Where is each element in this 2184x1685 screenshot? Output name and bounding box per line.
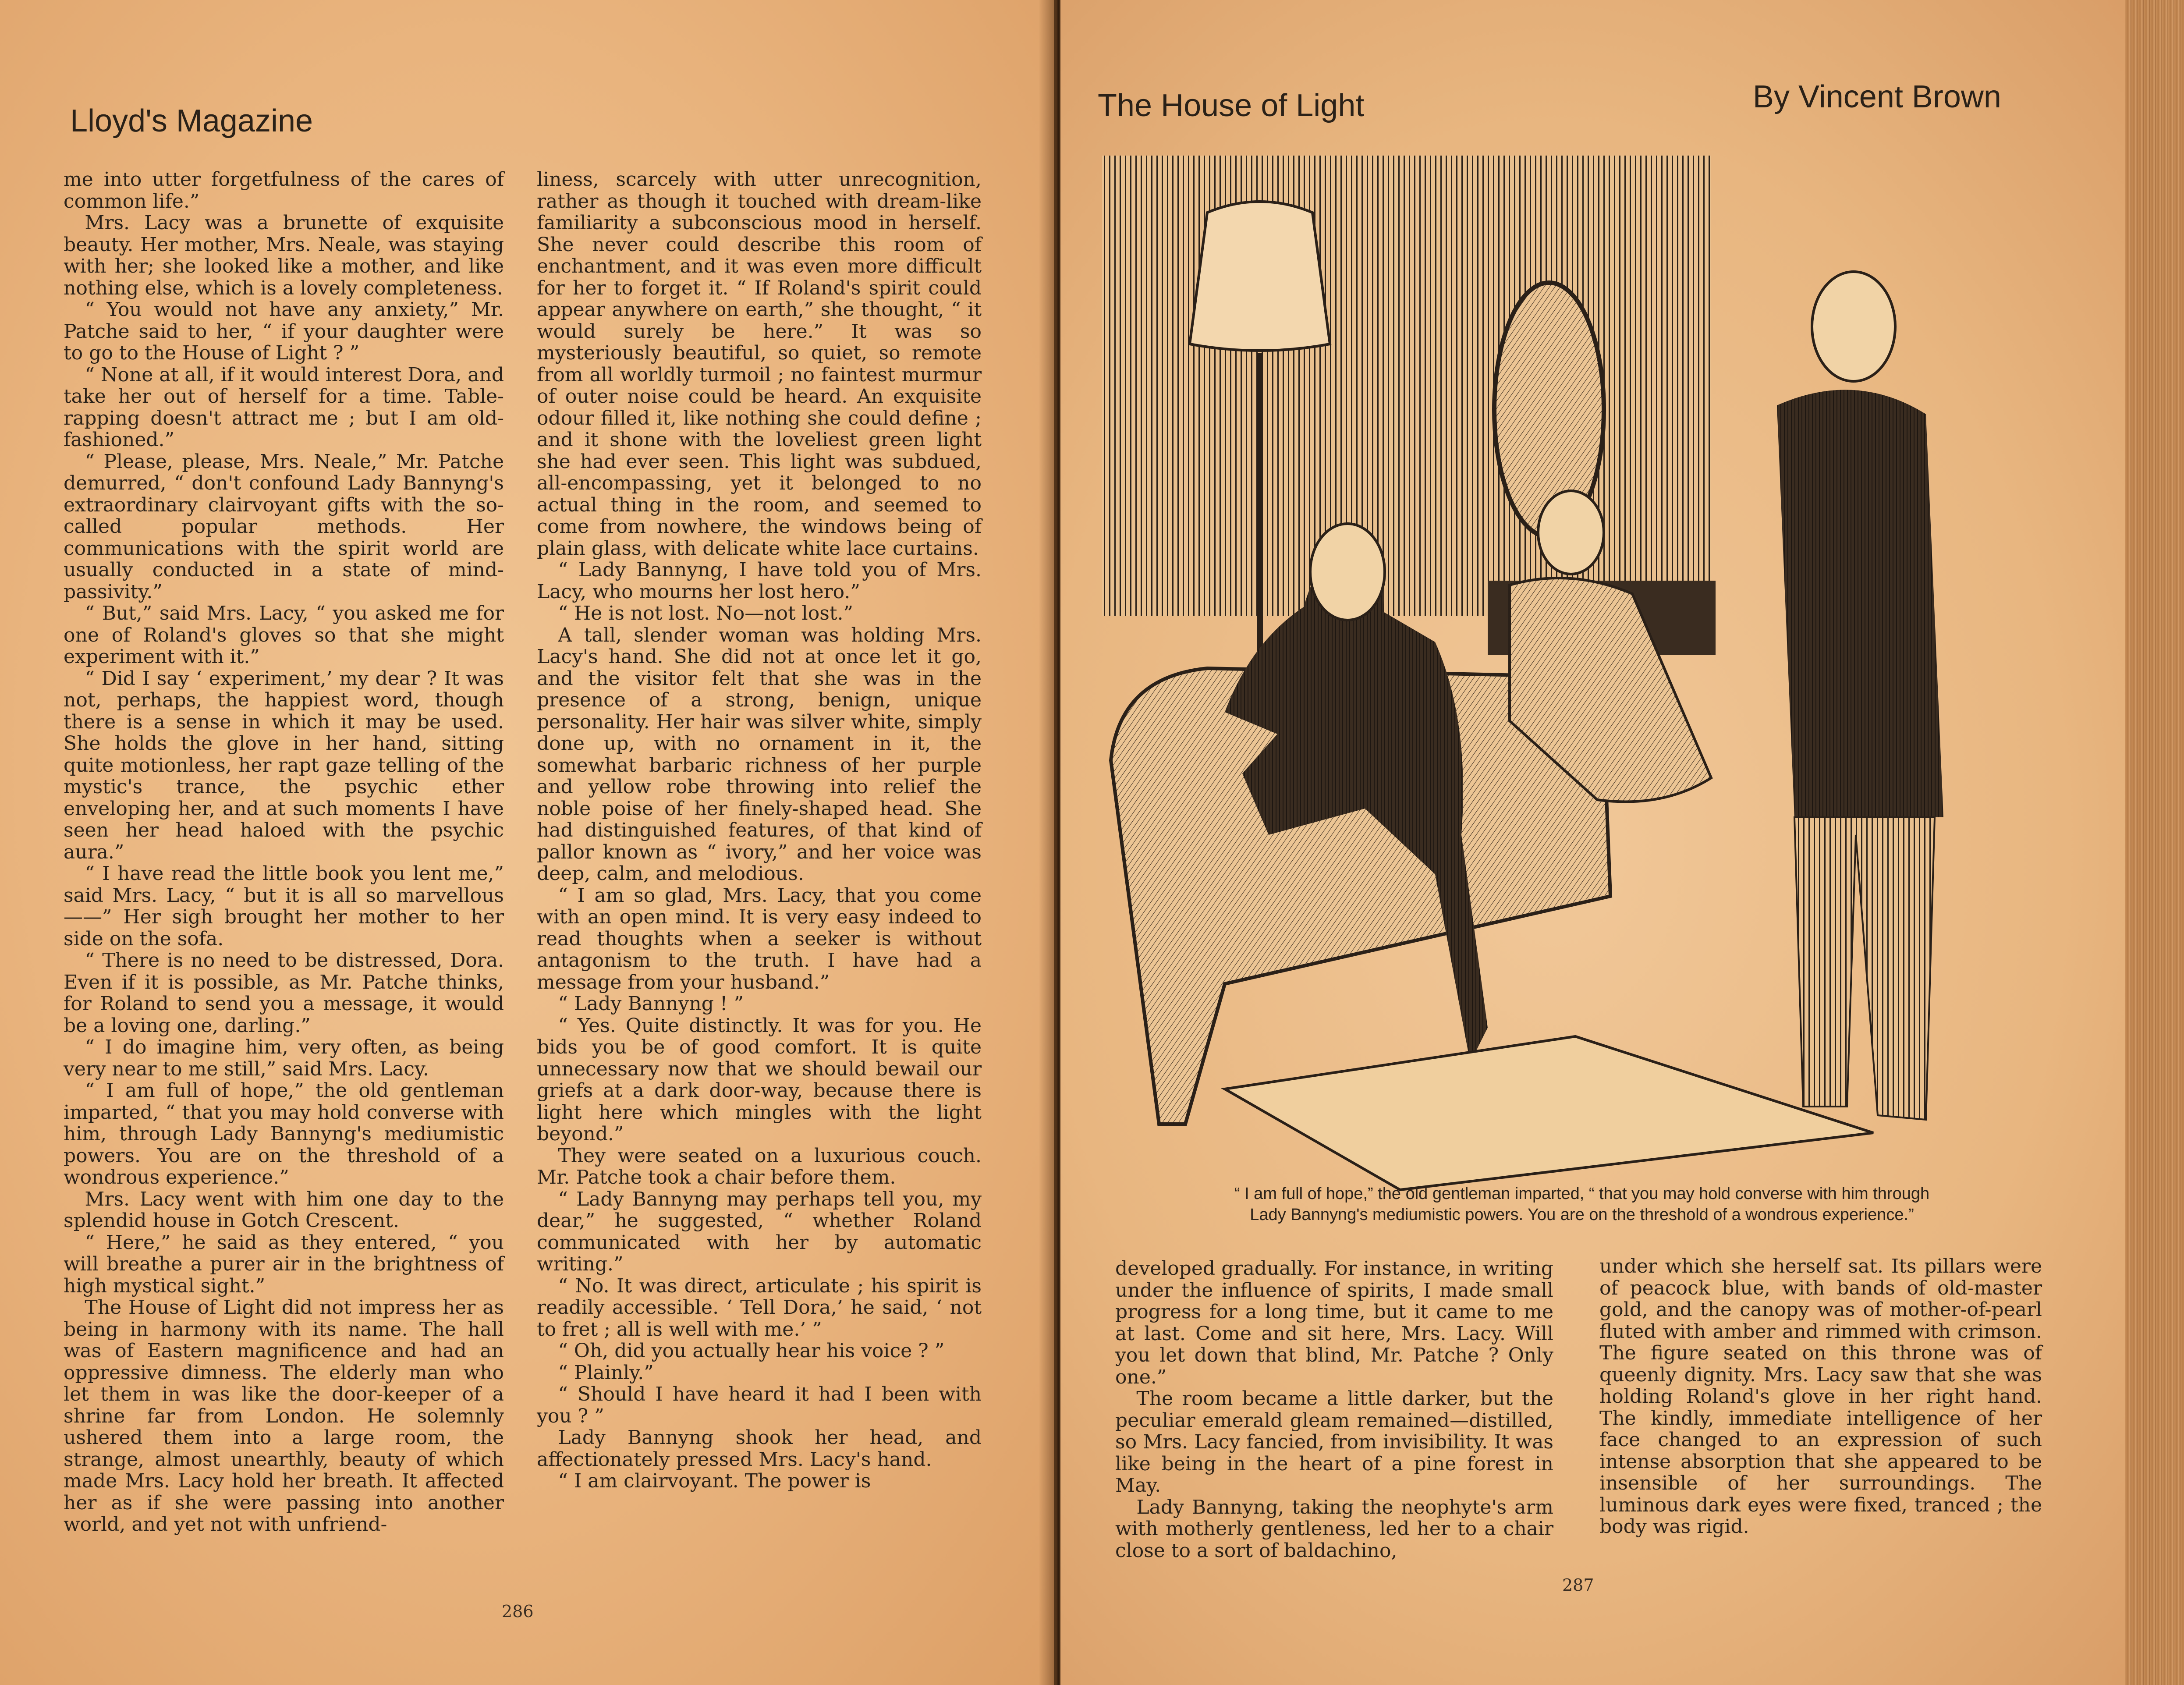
left-column-1 — [64, 169, 504, 1536]
paragraph: “ Here,” he said as they entered, “ you will breathe a purer air in the brightness of high mystical sight.” — [64, 1231, 504, 1297]
paragraph: “ No. It was direct, articulate ; his spirit is readily accessible. ‘ Tell Dora,’ he said, ‘ not to fret ; all is well with me.’ ” — [537, 1274, 982, 1341]
paragraph: me into utter forgetfulness of the cares of common life.” — [64, 168, 504, 213]
paragraph: “ Plainly.” — [558, 1361, 654, 1384]
left-column-2 — [537, 169, 982, 1492]
paragraph: “ Yes. Quite distinctly. It was for you. He bids you be of good comfort. It is quite unnecessary now that we should bewail our griefs at a dark door-way, because there is light here which mingles with the light beyond.” — [537, 1014, 982, 1145]
paragraph: The room became a little darker, but the peculiar emerald gleam remained—distilled, so Mrs. Lacy fancied, from invisibility. It was like being in the heart of a pine forest in May. — [1115, 1387, 1553, 1497]
folio-right: 287 — [1562, 1575, 1594, 1595]
paragraph: “ None at all, if it would interest Dora, and take her out of herself for a time. Table-rapping doesn't attract me ; but I am old-fashioned.” — [64, 363, 504, 451]
standing-gentleman — [1777, 390, 1943, 817]
page-edges — [2125, 0, 2184, 1685]
rug — [1225, 1036, 1873, 1190]
paragraph: “ Lady Bannyng may perhaps tell you, my dear,” he suggested, “ whether Roland communicated with her by automatic writing.” — [537, 1188, 982, 1275]
caption-line-2: Lady Bannyng's mediumistic powers. You are on the threshold of a wondrous experience.” — [1250, 1206, 1914, 1224]
paragraph: “ He is not lost. No—not lost.” — [558, 602, 853, 624]
paragraph: “ Lady Bannyng, I have told you of Mrs. Lacy, who mourns her lost hero.” — [537, 559, 982, 603]
paragraph: “ Did I say ‘ experiment,’ my dear ? It was not, perhaps, the happiest word, though there is a sense in which it may be used. She holds the glove in her hand, sitting quite motionless, her rapt gaze telling of the mystic's trance, the psychic ether enveloping her, and at such moments I have seen her head haloed with the psychic aura.” — [64, 667, 504, 863]
paragraph: liness, scarcely with utter unrecognition, rather as though it touched with dream-like familiarity a subconscious mood in herself. She never could describe this room of enchantment, and it was even more difficult for her to forget it. “ If Roland's spirit could appear anywhere on earth,” she thought, “ it would surely be here.” It was so mysteriously beautiful, so quiet, so remote from all worldly turmoil ; no faintest murmur of outer noise could be heard. An exquisite odour filled it, like nothing she could define ; and it shone with the loveliest green light she had ever seen. This light was subdued, all-encompassing, yet it belonged to no actual thing in the room, and seemed to come from nowhere, the windows being of plain glass, with delicate white lace curtains. — [537, 168, 982, 560]
paragraph: The House of Light did not impress her as being in harmony with its name. The hall was of Eastern magnificence and had an oppressive dimness. The elderly man who let them in was like the door-keeper of a shrine far from London. He solemnly ushered them into a large room, the strange, almost unearthly, beauty of which made Mrs. Lacy hold her breath. It affected her as if she were passing into another world, and yet not with unfriend- — [64, 1296, 504, 1536]
illustration-seance-scene — [1093, 151, 2101, 1194]
seated-woman-dark-dress — [1225, 546, 1488, 1063]
lamp-shade-icon — [1190, 202, 1330, 351]
paragraph: They were seated on a luxurious couch. Mr. Patche took a chair before them. — [537, 1144, 982, 1188]
paragraph: “ I have read the little book you lent me,” said Mrs. Lacy, “ but it is all so marvellous——” Her sigh brought her mother to her side on the sofa. — [64, 862, 504, 950]
left-page — [0, 0, 1054, 1685]
paragraph: “ But,” said Mrs. Lacy, “ you asked me for one of Roland's gloves so that she might experiment with it.” — [64, 602, 504, 668]
paragraph: “ I am full of hope,” the old gentleman imparted, “ that you may hold converse with him, through Lady Bannyng's mediumistic powers. You are on the threshold of a wondrous experience.” — [64, 1079, 504, 1188]
paragraph: “ Oh, did you actually hear his voice ? ” — [558, 1340, 945, 1362]
paragraph: Mrs. Lacy was a brunette of exquisite beauty. Her mother, Mrs. Neale, was staying with her; she looked like a mother, and like nothing else, which is a lovely completeness. — [64, 212, 504, 299]
running-head-left: Lloyd's Magazine — [70, 103, 313, 138]
folio-left: 286 — [502, 1602, 534, 1621]
paragraph: Lady Bannyng, taking the neophyte's arm with motherly gentleness, led her to a chair close to a sort of baldachino, — [1115, 1496, 1553, 1562]
story-byline: By Vincent Brown — [1753, 79, 2001, 114]
paragraph: “ There is no need to be distressed, Dora. Even if it is possible, as Mr. Patche thinks, for Roland to send you a message, it would be a loving one, darling.” — [64, 949, 504, 1037]
paragraph: “ I am so glad, Mrs. Lacy, that you come with an open mind. It is very easy indeed to read thoughts when a seeker is without antagonism to the truth. I have had a message from your husband.” — [537, 884, 982, 993]
illustration-caption — [1122, 1183, 2042, 1225]
caption-line-1: “ I am full of hope,” the old gentleman imparted, “ that you may hold converse with him through — [1234, 1185, 1930, 1203]
paragraph: Mrs. Lacy went with him one day to the splendid house in Gotch Crescent. — [64, 1188, 504, 1232]
story-title: The House of Light — [1098, 88, 1365, 123]
paragraph: under which she herself sat. Its pillars were of peacock blue, with bands of old-master gold, and the canopy was of mother-of-pearl fluted with amber and rimmed with crimson. The figure seated on this throne was of queenly dignity. Mrs. Lacy saw that she was holding Roland's glove in her right hand. The kindly, immediate intelligence of her face changed to an expression of such intense absorption that she appeared to be insensible of her surroundings. The luminous dark eyes were fixed, tranced ; the body was rigid. — [1599, 1255, 2042, 1538]
paragraph: “ Lady Bannyng ! ” — [558, 993, 744, 1015]
right-column-1 — [1115, 1258, 1553, 1561]
paragraph: “ I am clairvoyant. The power is — [558, 1470, 871, 1492]
paragraph: developed gradually. For instance, in writing under the influence of spirits, I made small progress for a long time, but it came to me at last. Come and sit here, Mrs. Lacy. Will you let down that blind, Mr. Patche ? Only one.” — [1115, 1257, 1553, 1388]
paragraph: Lady Bannyng shook her head, and affectionately pressed Mrs. Lacy's hand. — [537, 1426, 982, 1471]
paragraph: “ You would not have any anxiety,” Mr. Patche said to her, “ if your daughter were to go to the House of Light ? ” — [64, 298, 504, 364]
right-column-2 — [1599, 1256, 2042, 1538]
paragraph: A tall, slender woman was holding Mrs. Lacy's hand. She did not at once let it go, and the visitor felt that she was in the presence of a strong, benign, unique personality. Her hair was silver white, simply done up, with no ornament in it, the somewhat barbaric richness of her purple and yellow robe throwing into relief the noble poise of her finely-shaped head. She had distinguished features, of that kind of pallor known as “ ivory,” and her voice was deep, calm, and melodious. — [537, 624, 982, 885]
paragraph: “ I do imagine him, very often, as being very near to me still,” said Mrs. Lacy. — [64, 1036, 504, 1080]
paragraph: “ Please, please, Mrs. Neale,” Mr. Patche demurred, “ don't confound Lady Bannyng's extraordinary clairvoyant gifts with the so-called popular methods. Her communications with the spirit world are usually conducted in a state of mind-passivity.” — [64, 450, 504, 603]
paragraph: “ Should I have heard it had I been with you ? ” — [537, 1383, 982, 1427]
